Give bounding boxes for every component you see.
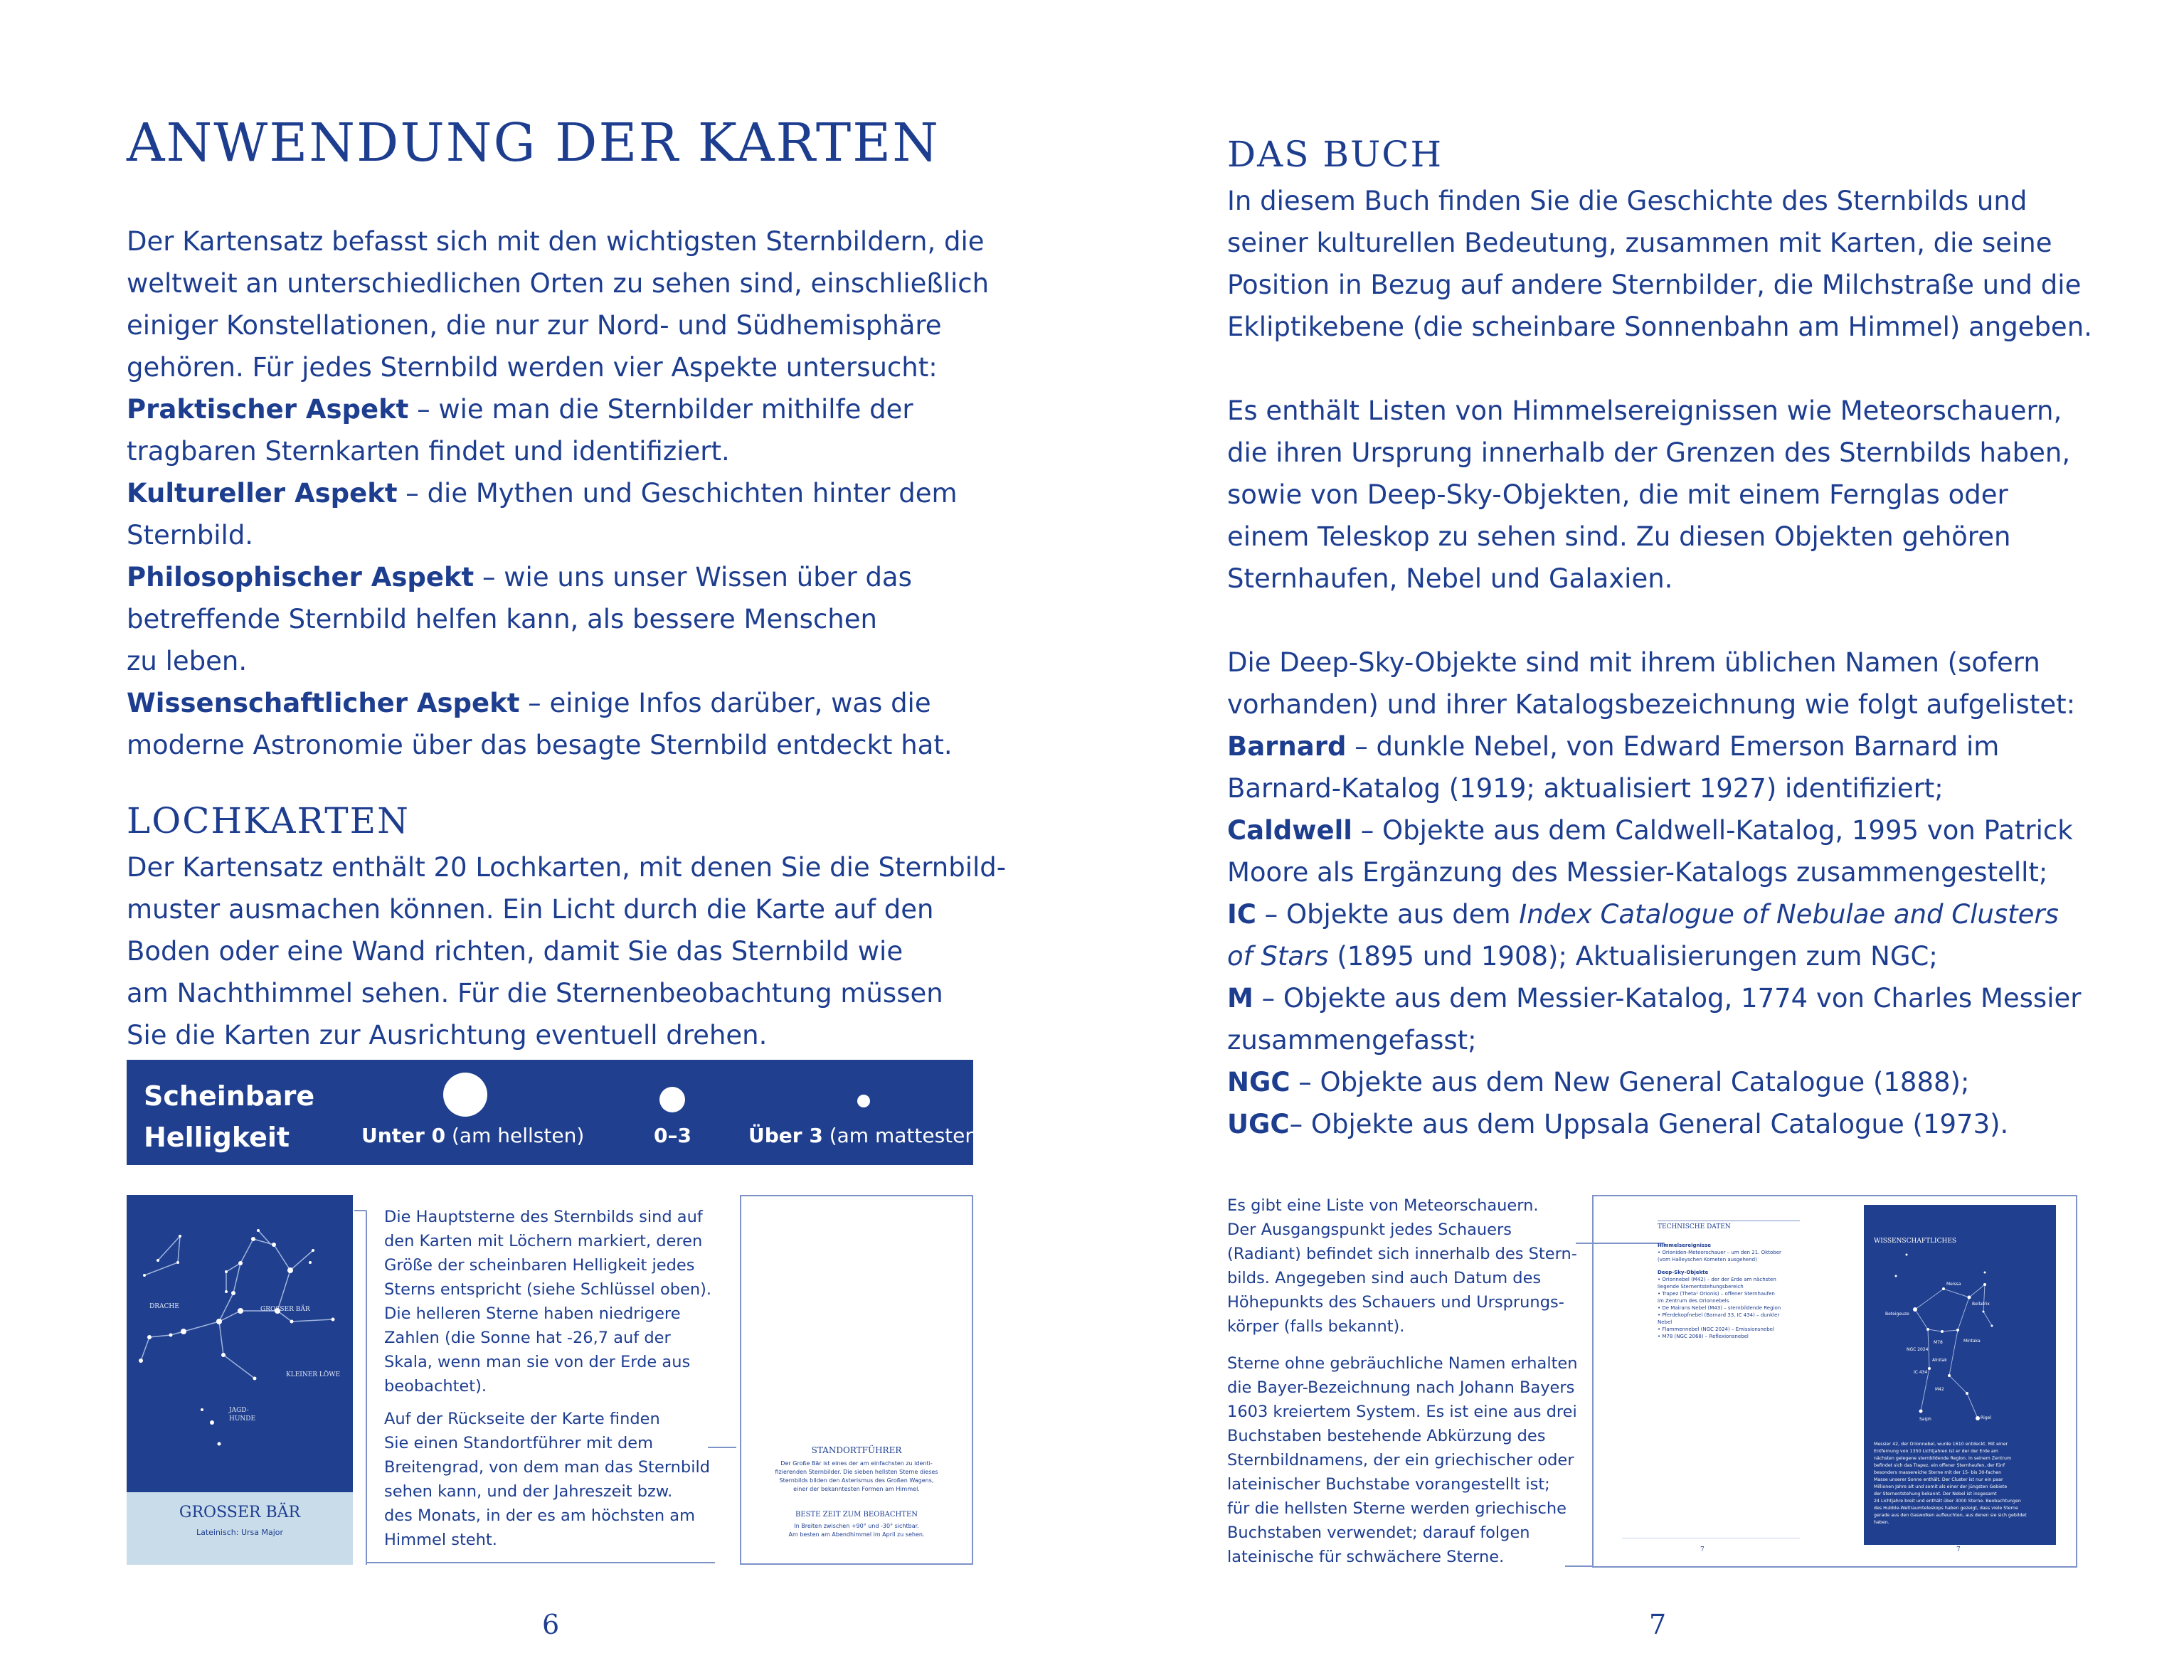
star-label: NGC 2024 [1907, 1347, 1929, 1352]
aspect-scientific [127, 682, 1016, 724]
para-line: sowie von Deep-Sky-Objekten, die mit einem Fernglas oder [1227, 479, 2008, 510]
caption-line: bilds. Angegeben sind auch Datum des [1227, 1269, 1542, 1287]
card-back [740, 1195, 973, 1565]
medium-dot-icon [659, 1087, 685, 1112]
caption-line: Höhepunkts des Schauers und Ursprungs- [1227, 1293, 1564, 1312]
brightness-key [127, 1060, 986, 1165]
star-label: IC 434 [1914, 1370, 1928, 1375]
caption-line: Größe der scheinbaren Helligkeit jedes [384, 1256, 695, 1275]
aspect-text: – wie man die Sternbilder mithilfe der [408, 394, 913, 425]
aspect-text: Sternbild. [127, 520, 254, 551]
constellation-label: KLEINER LÖWE [286, 1371, 341, 1378]
catalog-line: Moore als Ergänzung des Messier-Katalogs zusammengestellt; [1227, 857, 2048, 888]
card-back-text: Der Große Bär ist eines der am einfachsten zu identi- fizierenden Sternbilder. Die sieben hellsten Sterne dieses Sternbilds bilden den Asterismus des Großen Wagens, einer der bekanntesten Formen am Himmel. [775, 1460, 938, 1492]
constellation-label: HUNDE [229, 1415, 256, 1423]
caption-line: Es gibt eine Liste von Meteorschauern. [1227, 1196, 1539, 1215]
caption-line: für die hellsten Sterne werden griechische [1227, 1499, 1567, 1518]
page-title: ANWENDUNG DER KARTEN [127, 112, 940, 174]
catalog-ic: IC – Objekte aus dem Index Catalogue of Nebulae and Clusters [1227, 899, 2059, 930]
star-label: Saiph [1919, 1417, 1931, 1422]
caption-line: Die Hauptsterne des Sternbilds sind auf [384, 1208, 703, 1226]
caption-line: des Monats, in der es am höchsten am [384, 1506, 696, 1525]
star-label: Meissa [1946, 1282, 1961, 1287]
thumb-left-text: Himmelsereignisse • Orioniden-Meteorschauer – um den 21. Oktober (vom Halleyschen Kometen ausgehend) Deep-Sky-Objekte • Orionnebel (M42) – der der Erde am nächsten liegende Sternentstehungsbereich • Trapez (Theta¹ Orionis) – offener Sternhaufen im Zentrum des Orionnebels • De Mairans Nebel (M43) – sternbildende Region • Pferdekopfnebel (Barnard 33, IC 434) – dunkler Nebel • Flammennebel (NGC 2024) – Emissionsnebel • M78 (NGC 2068) – Reflexionsnebel [1658, 1243, 1781, 1339]
lochkarten-line: Boden oder eine Wand richten, damit Sie das Sternbild wie [127, 936, 903, 967]
constellation-label: DRACHE [149, 1303, 179, 1310]
card-front [127, 1195, 353, 1565]
caption-line: lateinische für schwächere Sterne. [1227, 1548, 1505, 1566]
star-label: Rigel [1981, 1415, 1992, 1420]
para-line: Die Deep-Sky-Objekte sind mit ihrem üblichen Namen (sofern [1227, 647, 2040, 678]
aspect-text: tragbaren Sternkarten findet und identifiziert. [127, 436, 730, 467]
caption-line: lateinischer Buchstabe vorangestellt ist; [1227, 1475, 1550, 1494]
thumb-left-page-number: 7 [1700, 1546, 1705, 1553]
caption-line: Skala, wenn man sie von der Erde aus [384, 1353, 691, 1371]
caption-line: beobachtet). [384, 1377, 487, 1395]
aspect-practical [127, 388, 1016, 430]
small-dot-icon [857, 1095, 870, 1107]
das-buch-heading: DAS BUCH [1227, 134, 1443, 175]
aspect-text: – wie uns unser Wissen über das [474, 562, 912, 592]
lochkarten-heading: LOCHKARTEN [127, 800, 410, 841]
page-number-left: 6 [542, 1609, 560, 1640]
para-line: In diesem Buch finden Sie die Geschichte des Sternbilds und [1227, 186, 2027, 216]
card-caption-1 [384, 1205, 711, 1398]
book-spread-thumbnail [1592, 1195, 2077, 1568]
das-buch-section [1227, 180, 2116, 1145]
key-item-dim: Über 3 (am mattesten) [748, 1124, 986, 1147]
card-front-footer [127, 1492, 353, 1565]
aspect-term: Philosophischer Aspekt [127, 562, 475, 592]
large-dot-icon [443, 1073, 487, 1117]
key-item-medium: 0–3 [654, 1124, 691, 1147]
intro-line: Der Kartensatz befasst sich mit den wichtigsten Sternbildern, die [127, 226, 985, 257]
catalog-m: M – Objekte aus dem Messier-Katalog, 1774 von Charles Messier [1227, 983, 2082, 1014]
caption-line: Die helleren Sterne haben niedrigere [384, 1304, 681, 1323]
star-label: Beteigeuze [1885, 1312, 1909, 1317]
catalog-ngc: NGC – Objekte aus dem New General Catalogue (1888); [1227, 1067, 1970, 1097]
star-label: M78 [1934, 1340, 1943, 1345]
para-line: seiner kulturellen Bedeutung, zusammen mit Karten, die seine [1227, 228, 2052, 258]
aspect-cultural [127, 472, 1016, 514]
aspect-text: – einige Infos darüber, was die [519, 688, 931, 718]
caption-line: Der Ausgangspunkt jedes Schauers [1227, 1221, 1512, 1239]
page-number-right: 7 [1649, 1609, 1667, 1640]
caption-line: Sie einen Standortführer mit dem [384, 1434, 654, 1452]
caption-line: Zahlen (die Sonne hat -26,7 auf der [384, 1329, 671, 1347]
caption-line: den Karten mit Löchern markiert, deren [384, 1232, 703, 1250]
key-title-line: Helligkeit [144, 1122, 290, 1153]
constellation-chart [127, 1195, 353, 1492]
catalog-line: Barnard-Katalog (1919; aktualisiert 1927) identifiziert; [1227, 773, 1944, 804]
card-latin: Lateinisch: Ursa Major [196, 1528, 284, 1537]
star-label: Mintaka [1963, 1339, 1981, 1344]
intro-line: weltweit an unterschiedlichen Orten zu sehen sind, einschließlich [127, 268, 990, 299]
para-line: vorhanden) und ihrer Katalogsbezeichnung wie folgt aufgelistet: [1227, 689, 2076, 720]
aspect-term: Wissenschaftlicher Aspekt [127, 688, 520, 718]
constellation-label: JAGD- [229, 1407, 249, 1414]
para-line: Es enthält Listen von Himmelsereignissen wie Meteorschauern, [1227, 395, 2062, 426]
caption-line: Auf der Rückseite der Karte finden [384, 1410, 660, 1428]
thumb-right-text: Messier 42, der Orionnebel, wurde 1610 entdeckt. Mit einer Entfernung von 1350 Lichtjahren ist er der der Erde am nächsten gelegene sternbildende Region. In seinem Zentrum befindet sich das Trapez, ein offener Sternhaufen, der fünf besonders massereiche Sterne mit der 15- bis 30-fachen Masse unserer Sonne enthält. Der Cluster ist nur ein paar Millionen Jahre alt und somit als einer der jüngsten Gebiete der Sternentstehung bekannt. Der Nebel ist insgesamt 24 Lichtjahre breit und enthält über 3000 Sterne. Beobachtungen des Hubble-Weltraumteleskops haben gezeigt, dass viele Sterne gerade aus den Gaswolken aufleuchten, aus denen sie sich gebildet haben. [1874, 1442, 2027, 1525]
lochkarten-line: muster ausmachen können. Ein Licht durch die Karte auf den [127, 894, 934, 925]
caption-line: Sterne ohne gebräuchliche Namen erhalten [1227, 1354, 1578, 1373]
intro-line: gehören. Für jedes Sternbild werden vier Aspekte untersucht: [127, 352, 938, 383]
thumb-right-panel [1864, 1205, 2056, 1545]
thumb-right-heading: WISSENSCHAFTLICHES [1874, 1238, 1957, 1245]
lochkarten-line: Sie die Karten zur Ausrichtung eventuell drehen. [127, 1020, 768, 1051]
caption-line: (Radiant) befindet sich innerhalb des Stern- [1227, 1245, 1577, 1263]
intro-section [127, 220, 1016, 766]
star-label: Alnitak [1932, 1358, 1947, 1363]
caption-line: Breitengrad, von dem man das Sternbild [384, 1458, 710, 1477]
card-back-heading-2: BESTE ZEIT ZUM BEOBACHTEN [795, 1511, 918, 1519]
para-line: Position in Bezug auf andere Sternbilder, die Milchstraße und die [1227, 270, 2082, 300]
book-caption-2 [1227, 1351, 1578, 1569]
aspect-text: moderne Astronomie über das besagte Sternbild entdeckt hat. [127, 730, 953, 760]
aspect-text: zu leben. [127, 646, 248, 676]
card-front-sky [127, 1195, 353, 1492]
caption-line: 1603 kreiertem System. Es ist eine aus drei [1227, 1403, 1577, 1421]
caption-line: Buchstaben verwendet; darauf folgen [1227, 1524, 1530, 1542]
key-title-line: Scheinbare [144, 1080, 315, 1112]
lochkarten-line: Der Kartensatz enthält 20 Lochkarten, mit denen Sie die Sternbild- [127, 852, 1007, 883]
card-caption-2 [384, 1407, 710, 1552]
lochkarten-section [127, 846, 1016, 1056]
intro-line: einiger Konstellationen, die nur zur Nord- und Südhemisphäre [127, 310, 942, 341]
aspect-text: – die Mythen und Geschichten hinter dem [397, 478, 958, 509]
catalog-line: zusammengefasst; [1227, 1025, 1477, 1056]
caption-line: Himmel steht. [384, 1531, 497, 1549]
catalog-caldwell: Caldwell – Objekte aus dem Caldwell-Katalog, 1995 von Patrick [1227, 815, 2073, 846]
para-line: einem Teleskop zu sehen sind. Zu diesen Objekten gehören [1227, 521, 2011, 552]
lochkarten-line: am Nachthimmel sehen. Für die Sternenbeobachtung müssen [127, 978, 943, 1009]
card-back-heading: STANDORTFÜHRER [811, 1445, 902, 1455]
aspect-term: Kultureller Aspekt [127, 478, 398, 509]
aspect-philosophical [127, 556, 1016, 598]
para-line: die ihren Ursprung innerhalb der Grenzen des Sternbilds haben, [1227, 437, 2071, 468]
para-line: Sternhaufen, Nebel und Galaxien. [1227, 563, 1673, 594]
caption-line: sehen kann, und der Jahreszeit bzw. [384, 1482, 673, 1501]
caption-line: Sterns entspricht (siehe Schlüssel oben). [384, 1280, 712, 1299]
caption-line: körper (falls bekannt). [1227, 1317, 1405, 1336]
aspect-text: betreffende Sternbild helfen kann, als bessere Menschen [127, 604, 877, 634]
book-caption-1 [1227, 1193, 1577, 1339]
para-line: Ekliptikebene (die scheinbare Sonnenbahn am Himmel) angeben. [1227, 312, 2092, 342]
catalog-barnard: Barnard – dunkle Nebel, von Edward Emerson Barnard im [1227, 731, 2000, 762]
caption-line: die Bayer-Bezeichnung nach Johann Bayers [1227, 1378, 1575, 1397]
star-label: Bellatrix [1972, 1302, 1990, 1307]
constellation-label: GROSSER BÄR [260, 1306, 310, 1313]
card-back-text-2: In Breiten zwischen +90° und -30° sichtbar. Am besten am Abendhimmel im April zu sehen. [788, 1523, 925, 1538]
caption-line: Buchstaben bestehende Abkürzung des [1227, 1427, 1546, 1445]
catalog-line: of Stars (1895 und 1908); Aktualisierungen zum NGC; [1227, 941, 1938, 972]
key-item-bright: Unter 0 (am hellsten) [361, 1124, 585, 1147]
thumb-right-page-number: 7 [1956, 1546, 1961, 1553]
card-name: GROSSER BÄR [179, 1504, 301, 1521]
catalog-ugc: UGC– Objekte aus dem Uppsala General Catalogue (1973). [1227, 1109, 2009, 1139]
aspect-term: Praktischer Aspekt [127, 394, 409, 425]
thumb-left-heading: TECHNISCHE DATEN [1658, 1223, 1731, 1230]
star-label: M42 [1935, 1387, 1944, 1392]
caption-line: Sternbildnamens, der ein griechischer oder [1227, 1451, 1574, 1469]
